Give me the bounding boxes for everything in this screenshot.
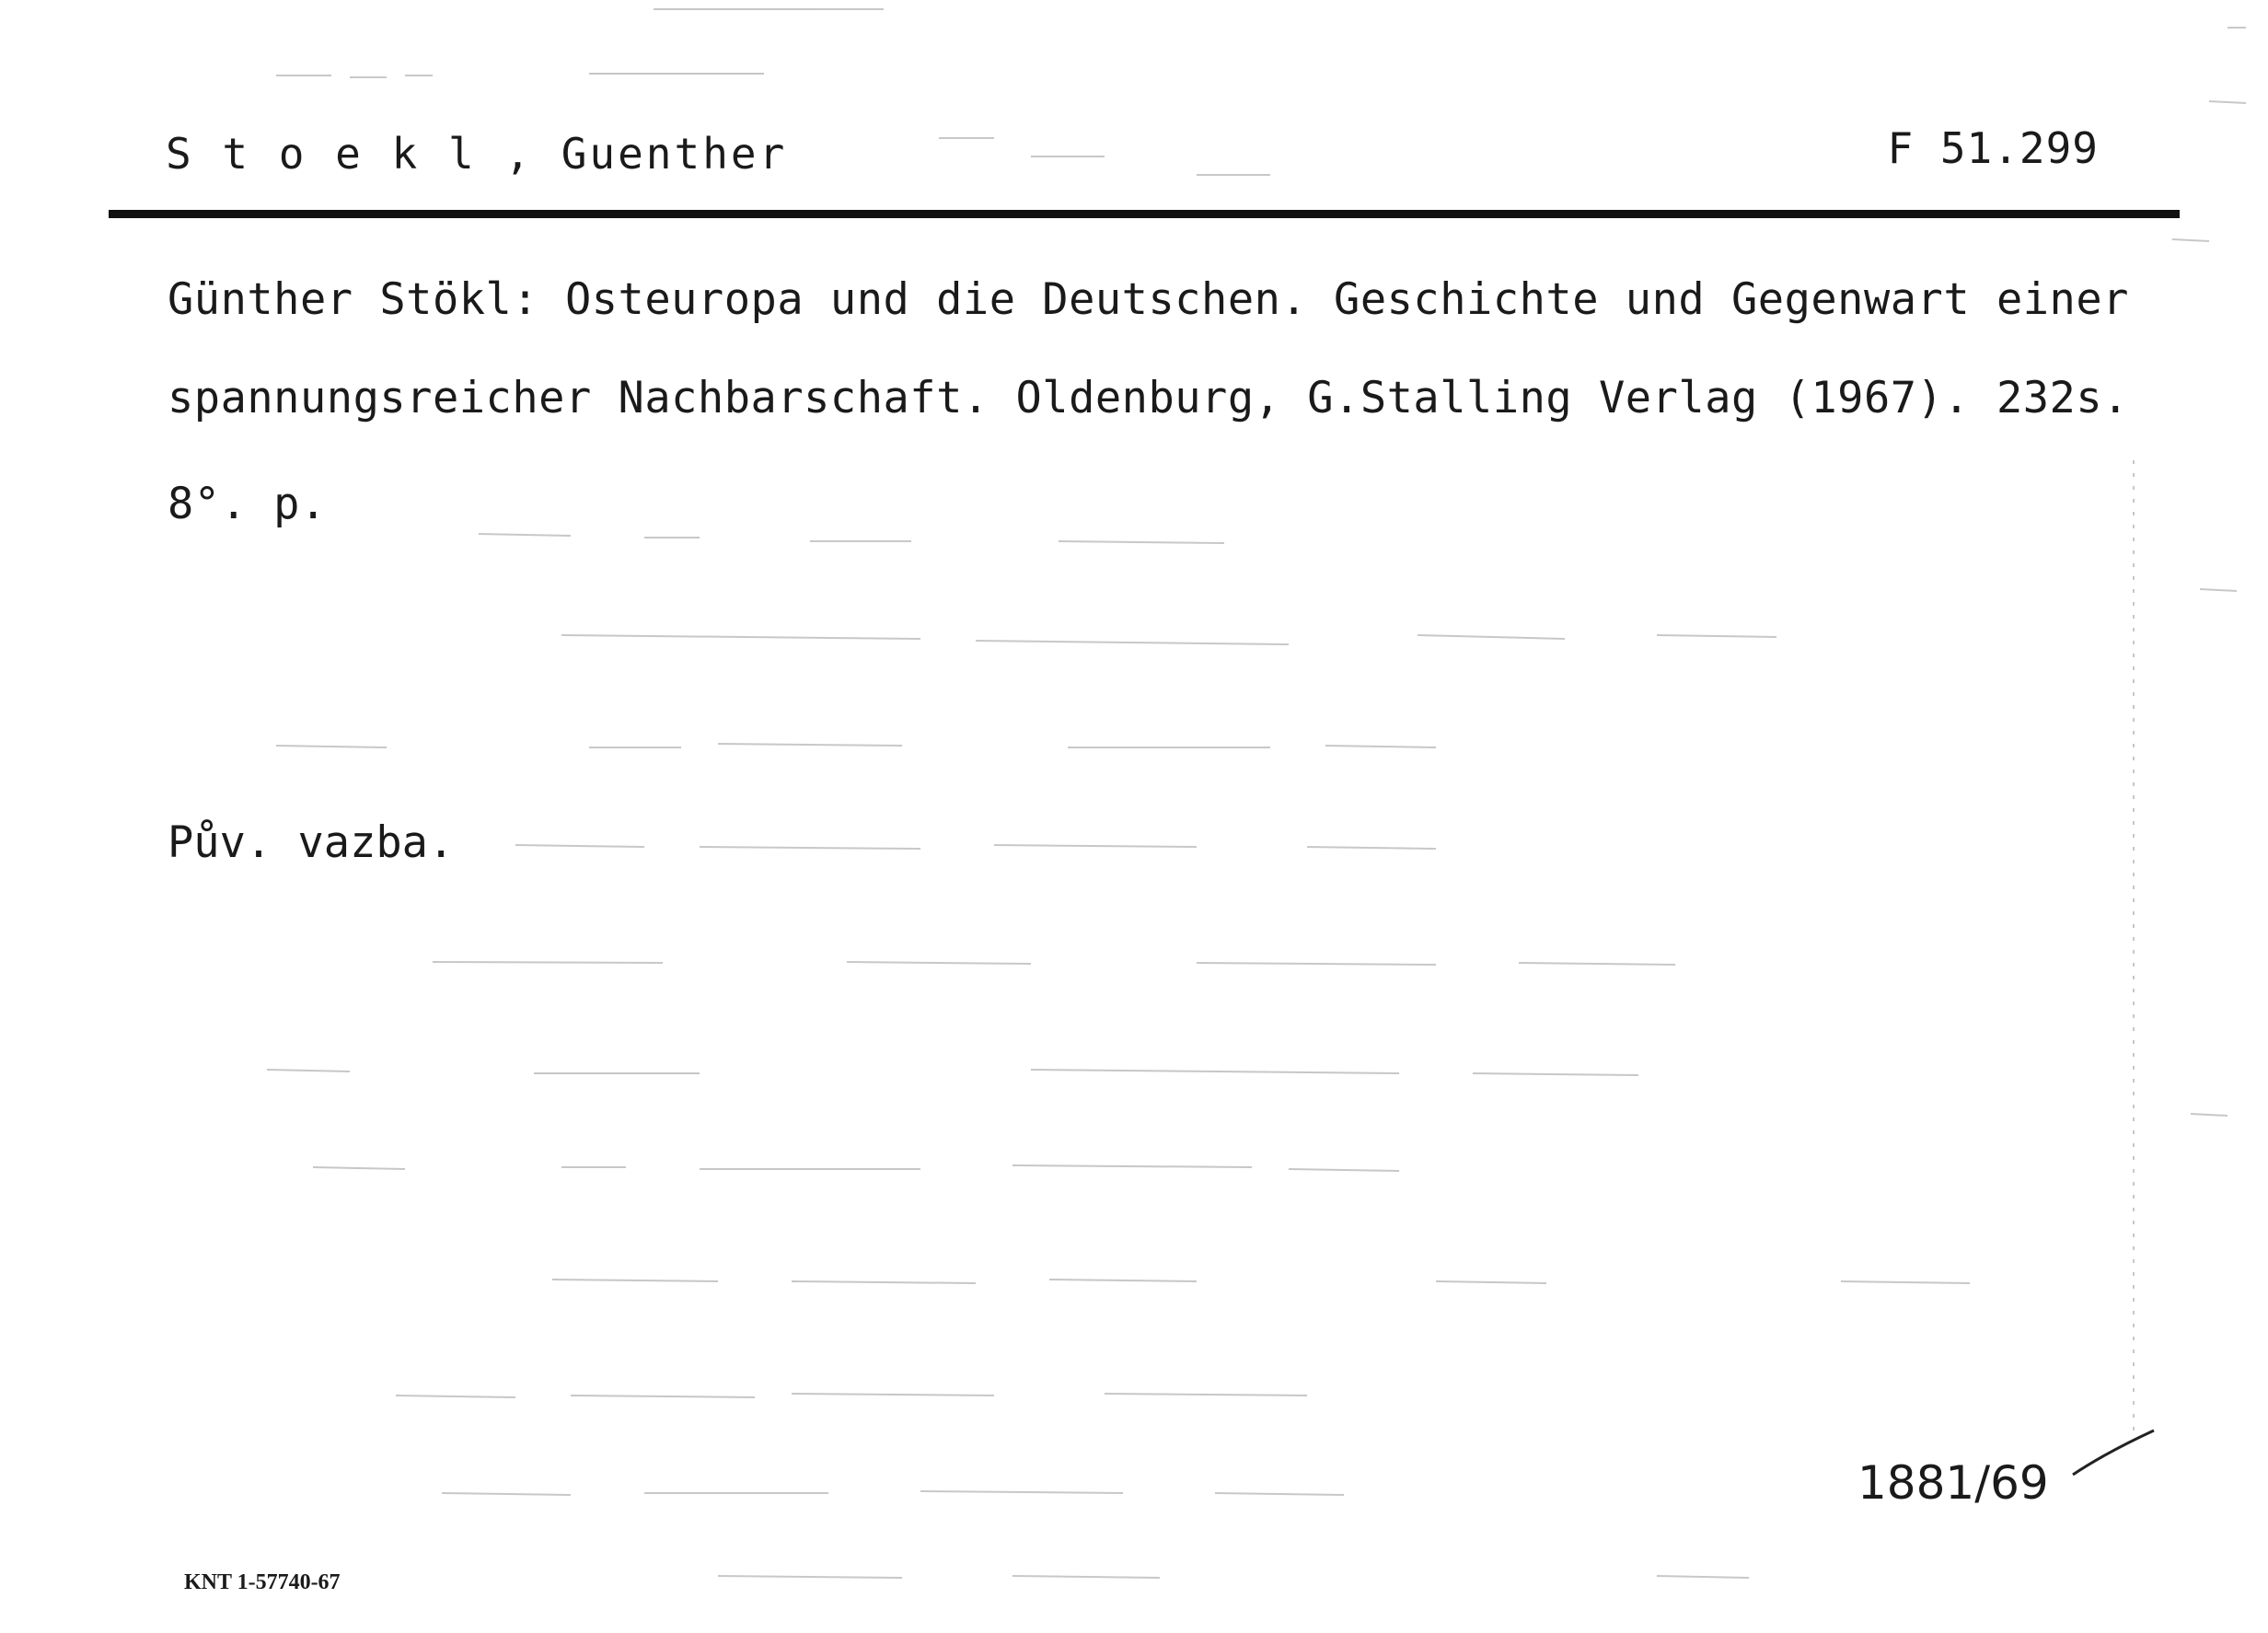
check-mark-icon [2069, 1425, 2161, 1480]
accession-number: 1881/69 [1857, 1456, 2049, 1510]
card-heading [166, 123, 2099, 203]
call-number: F 51.299 [1887, 123, 2099, 173]
description-line-3: 8°. p. [168, 479, 327, 529]
heading-rule [109, 210, 2180, 218]
description-line-2: spannungsreicher Nachbarschaft. Oldenburg, G.Stalling Verlag (1967). 232s. [168, 373, 2129, 423]
binding-note: Pův. vazba. [168, 817, 455, 868]
author-heading: S t o e k l , Guenther [166, 129, 788, 179]
form-code: KNT 1-57740-67 [184, 1570, 341, 1594]
description-line-1: Günther Stökl: Osteuropa und die Deutschen. Geschichte und Gegenwart einer [168, 274, 2129, 325]
